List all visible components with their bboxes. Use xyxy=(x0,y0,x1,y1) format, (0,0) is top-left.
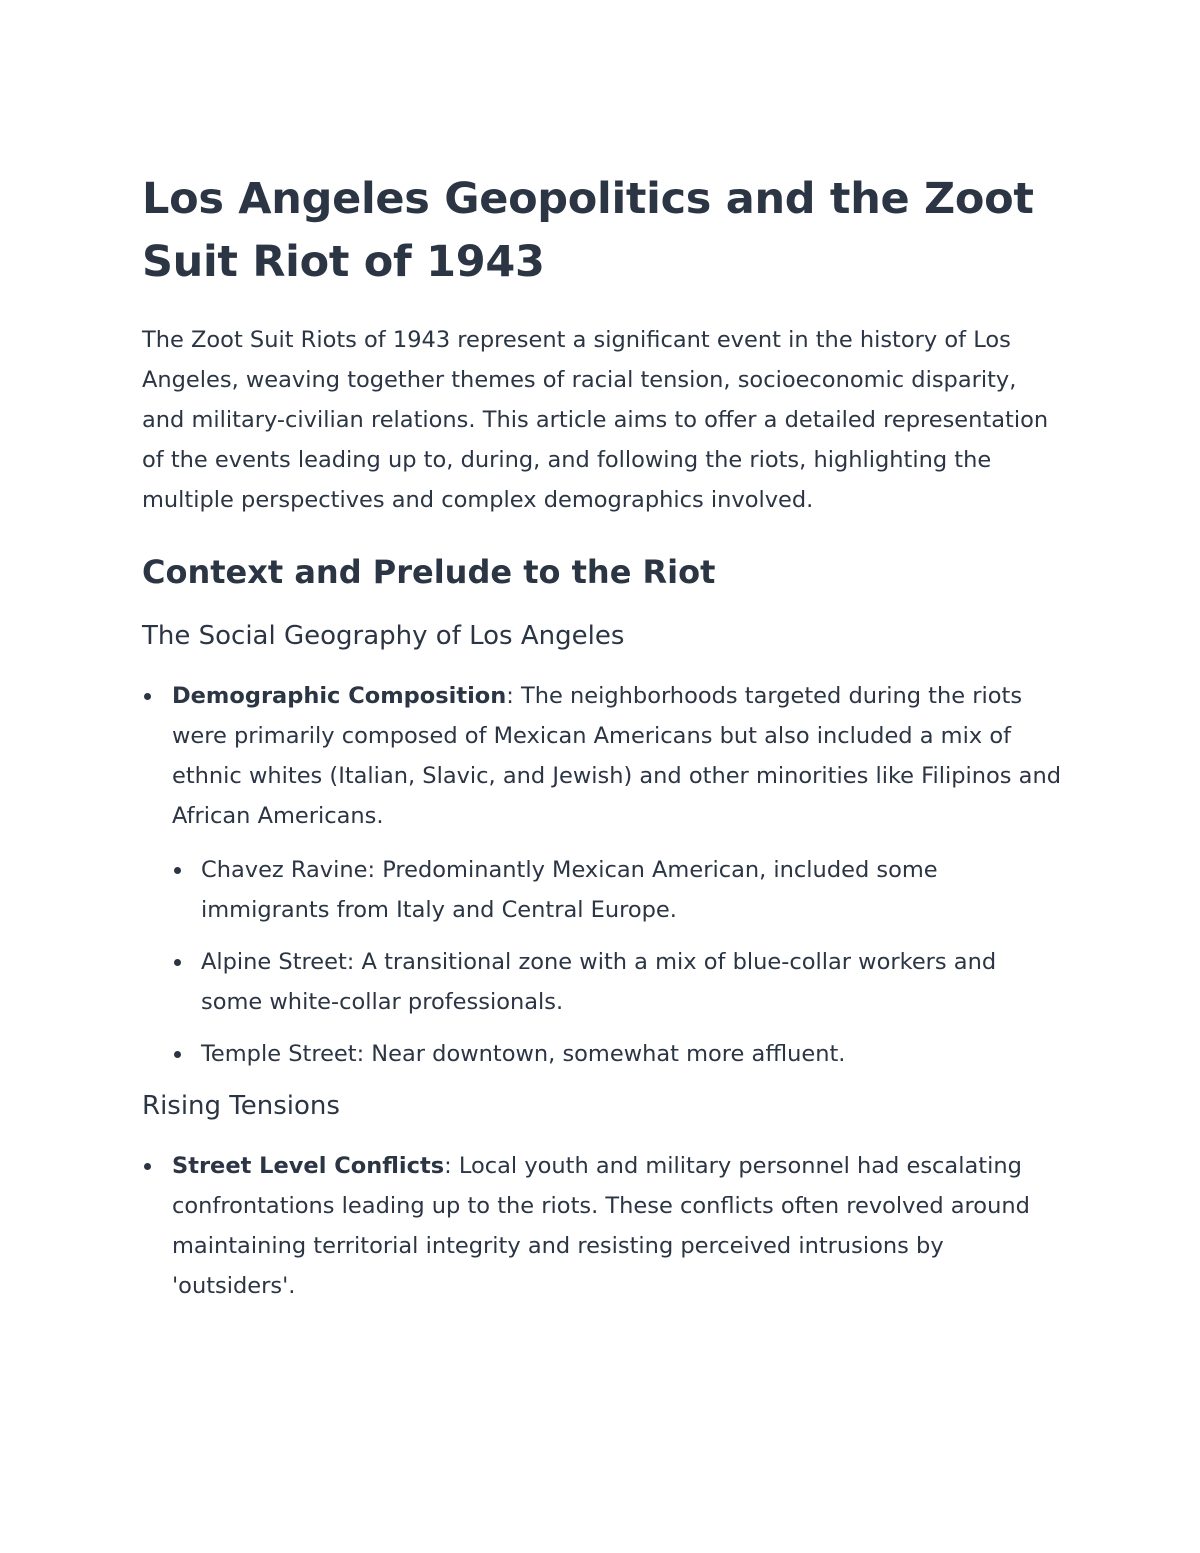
social-geography-list xyxy=(142,676,1062,1074)
item-text: Chavez Ravine: Predominantly Mexican American, included some immigrants from Italy and Central Europe. xyxy=(201,857,938,923)
item-term: Demographic Composition: xyxy=(172,683,514,709)
rising-tensions-list xyxy=(142,1146,1062,1306)
item-text: The neighborhoods targeted during the riots were primarily composed of Mexican Americans but also included a mix of ethnic whites (Italian, Slavic, and Jewish) and other minorities like Filipinos and African Americans. xyxy=(172,683,1061,829)
document-page xyxy=(142,168,1062,1306)
bullet-icon xyxy=(174,867,181,874)
item-text: Local youth and military personnel had escalating confrontations leading up to the riots. These conflicts often revolved around maintaining territorial integrity and resisting perceived intrusions by 'outsiders'. xyxy=(172,1153,1030,1299)
subsection-heading-rising-tensions: Rising Tensions xyxy=(142,1091,340,1121)
section-heading-context: Context and Prelude to the Riot xyxy=(142,553,716,591)
subsection-heading-social-geography: The Social Geography of Los Angeles xyxy=(142,621,625,651)
item-text: Temple Street: Near downtown, somewhat more affluent. xyxy=(201,1041,846,1067)
item-text: Alpine Street: A transitional zone with a mix of blue-collar workers and some white-collar professionals. xyxy=(201,949,997,1015)
bullet-icon xyxy=(174,959,181,966)
list-item-temple-street xyxy=(172,1034,1062,1074)
list-item-street-level-conflicts xyxy=(142,1146,1062,1306)
list-item-demographic-composition xyxy=(142,676,1062,1074)
item-term: Street Level Conflicts: xyxy=(172,1153,452,1179)
list-item-alpine-street xyxy=(172,942,1062,1022)
article-title: Los Angeles Geopolitics and the Zoot Suit Riot of 1943 xyxy=(142,174,1034,287)
bullet-icon xyxy=(174,1051,181,1058)
list-item-chavez-ravine xyxy=(172,850,1062,930)
bullet-icon xyxy=(144,693,151,700)
neighborhood-list xyxy=(172,850,1062,1074)
intro-paragraph: The Zoot Suit Riots of 1943 represent a significant event in the history of Los Angeles, weaving together themes of racial tension, socioeconomic disparity, and military-civilian relations. This article aims to offer a detailed representation of the events leading up to, during, and following the riots, highlighting the multiple perspectives and complex demographics involved. xyxy=(142,327,1049,513)
bullet-icon xyxy=(144,1163,151,1170)
